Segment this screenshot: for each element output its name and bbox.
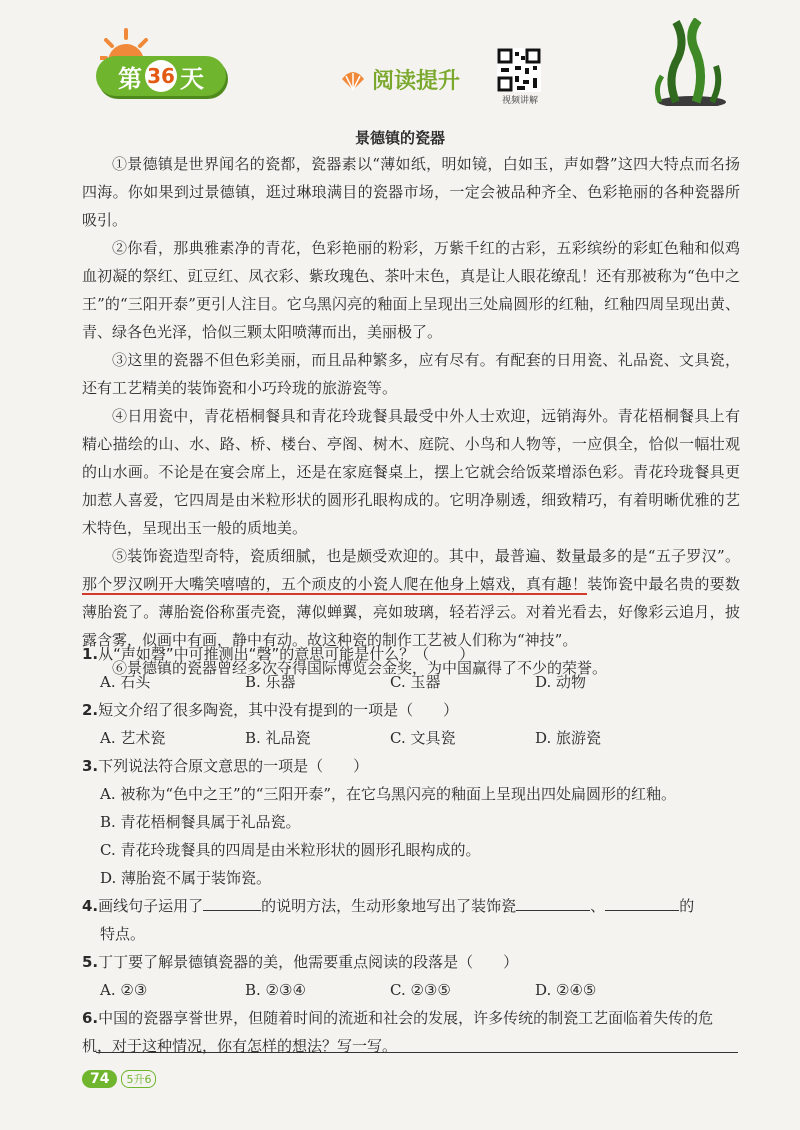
option-b[interactable]: B. 青花梧桐餐具属于礼品瓷。 xyxy=(100,813,301,831)
question-text: 丁丁要了解景德镇瓷器的美，他需要重点阅读的段落是（ ） xyxy=(98,953,519,971)
question-text-c: 的 xyxy=(679,897,695,915)
question-2 xyxy=(82,696,740,752)
option-a[interactable]: A. 石头 xyxy=(100,673,151,691)
questions-section xyxy=(82,640,740,1060)
underlined-sentence: 那个罗汉咧开大嘴笑嘻嘻的，五个顽皮的小瓷人爬在他身上嬉戏，真有趣！ xyxy=(82,575,588,593)
question-3 xyxy=(82,752,740,892)
paragraph-3: ③这里的瓷器不但色彩美丽，而且品种繁多，应有尽有。有配套的日用瓷、礼品瓷、文具瓷，还有工艺精美的装饰瓷和小巧玲珑的旅游瓷等。 xyxy=(82,351,740,397)
answer-blank-1[interactable] xyxy=(203,894,261,911)
qr-caption: 视频讲解 xyxy=(501,96,538,106)
option-c[interactable]: C. 文具瓷 xyxy=(390,729,456,747)
question-number: 5. xyxy=(82,953,99,971)
answer-writing-line[interactable] xyxy=(96,1052,738,1053)
day-prefix: 第 xyxy=(118,64,142,93)
option-d[interactable]: D. ②④⑤ xyxy=(535,981,597,999)
question-text: 短文介绍了很多陶瓷，其中没有提到的一项是（ ） xyxy=(98,701,459,719)
option-c[interactable]: C. ②③⑤ xyxy=(390,981,451,999)
paragraph-5-end: 装饰瓷中最名贵的要数薄胎瓷了。薄胎瓷俗称蛋壳瓷，薄似蝉翼，亮如玻璃，轻若浮云。对着光看去，好像彩云追月，披露含雾，似画中有画，静中有动。故这种瓷的制作工艺被人们称为“神技”。 xyxy=(82,575,740,649)
day-number: 36 xyxy=(145,60,177,92)
answer-blank-2[interactable] xyxy=(516,894,590,911)
question-number: 3. xyxy=(82,757,99,775)
qr-code-icon[interactable] xyxy=(497,48,541,92)
option-b[interactable]: B. 乐器 xyxy=(245,673,296,691)
article-body xyxy=(82,150,740,682)
seaweed-illustration-icon xyxy=(636,18,748,106)
option-a[interactable]: A. 艺术瓷 xyxy=(100,729,166,747)
article-title: 景德镇的瓷器 xyxy=(354,129,445,147)
grade-label: 5升6 xyxy=(121,1070,156,1088)
paragraph-4: ④日用瓷中，青花梧桐餐具和青花玲珑餐具最受中外人士欢迎，远销海外。青花梧桐餐具上有精心描绘的山、水、路、桥、楼台、亭阁、树木、庭院、小鸟和人物等，一应俱全，恰似一幅壮观的山水画。不论是在宴会席上，还是在家庭餐桌上，摆上它就会给饭菜增添色彩。青花玲珑餐具更加惹人喜爱，它四周是由米粒形状的圆形孔眼构成的。它明净剔透，细致精巧，有着明晰优雅的艺术特色，呈现出玉一般的质地美。 xyxy=(82,407,740,537)
option-d[interactable]: D. 动物 xyxy=(535,673,587,691)
day-suffix: 天 xyxy=(180,64,204,93)
question-number: 2. xyxy=(82,701,99,719)
section-title-text: 阅读提升 xyxy=(372,69,461,94)
question-text: 中国的瓷器享誉世界，但随着时间的流逝和社会的发展，许多传统的制瓷工艺面临着失传的危机，对于这种情况，你有怎样的想法？写一写。 xyxy=(82,1009,714,1055)
option-b[interactable]: B. 礼品瓷 xyxy=(245,729,311,747)
shell-icon xyxy=(340,69,366,91)
option-c[interactable]: C. 玉器 xyxy=(390,673,441,691)
section-title xyxy=(340,64,460,95)
question-text: 下列说法符合原文意思的一项是（ ） xyxy=(98,757,369,775)
header xyxy=(0,0,800,110)
paragraph-5 xyxy=(82,542,740,654)
question-4 xyxy=(82,892,740,948)
question-number: 1. xyxy=(82,645,99,663)
option-a[interactable]: A. ②③ xyxy=(100,981,148,999)
option-d[interactable]: D. 旅游瓷 xyxy=(535,729,602,747)
footer xyxy=(82,1070,156,1088)
question-text-a: 画线句子运用了 xyxy=(98,897,204,915)
paragraph-1: ①景德镇是世界闻名的瓷都，瓷器素以“薄如纸，明如镜，白如玉，声如磬”这四大特点而名扬四海。你如果到过景德镇，逛过琳琅满目的瓷器市场，一定会被品种齐全、色彩艳丽的各种瓷器所吸引。 xyxy=(82,155,740,229)
question-text-d: 特点。 xyxy=(100,925,146,943)
question-5 xyxy=(82,948,740,1004)
option-d[interactable]: D. 薄胎瓷不属于装饰瓷。 xyxy=(100,869,272,887)
page-number: 74 xyxy=(82,1070,117,1088)
paragraph-5-start: ⑤装饰瓷造型奇特，瓷质细腻，也是颇受欢迎的。其中，最普遍、数量最多的是“五子罗汉”。 xyxy=(112,547,740,565)
answer-blank-3[interactable] xyxy=(605,894,679,911)
blank-separator: 、 xyxy=(590,897,606,915)
day-badge xyxy=(96,56,226,96)
question-1 xyxy=(82,640,740,696)
option-c[interactable]: C. 青花玲珑餐具的四周是由米粒形状的圆形孔眼构成的。 xyxy=(100,841,481,859)
question-text-b: 的说明方法，生动形象地写出了装饰瓷 xyxy=(261,897,517,915)
question-number: 4. xyxy=(82,897,99,915)
option-a[interactable]: A. 被称为“色中之王”的“三阳开泰”，在它乌黑闪亮的釉面上呈现出四处扁圆形的红釉。 xyxy=(100,785,677,803)
question-text: 从“声如磬”中可推测出“磬”的意思可能是什么？（ ） xyxy=(98,645,475,663)
question-number: 6. xyxy=(82,1009,99,1027)
paragraph-6: ⑥景德镇的瓷器曾经多次夺得国际博览会金奖，为中国赢得了不少的荣誉。 xyxy=(112,659,608,677)
paragraph-2: ②你看，那典雅素净的青花，色彩艳丽的粉彩，万紫千红的古彩，五彩缤纷的彩虹色釉和似鸡血初凝的祭红、豇豆红、凤衣彩、紫玫瑰色、茶叶末色，真是让人眼花缭乱！还有那被称为“色中之王”的“三阳开泰”更引人注目。它乌黑闪亮的釉面上呈现出三处扁圆形的红釉，红釉四周呈现出黄、青、绿各色光泽，恰似三颗太阳喷薄而出，美丽极了。 xyxy=(82,239,740,341)
option-b[interactable]: B. ②③④ xyxy=(245,981,306,999)
